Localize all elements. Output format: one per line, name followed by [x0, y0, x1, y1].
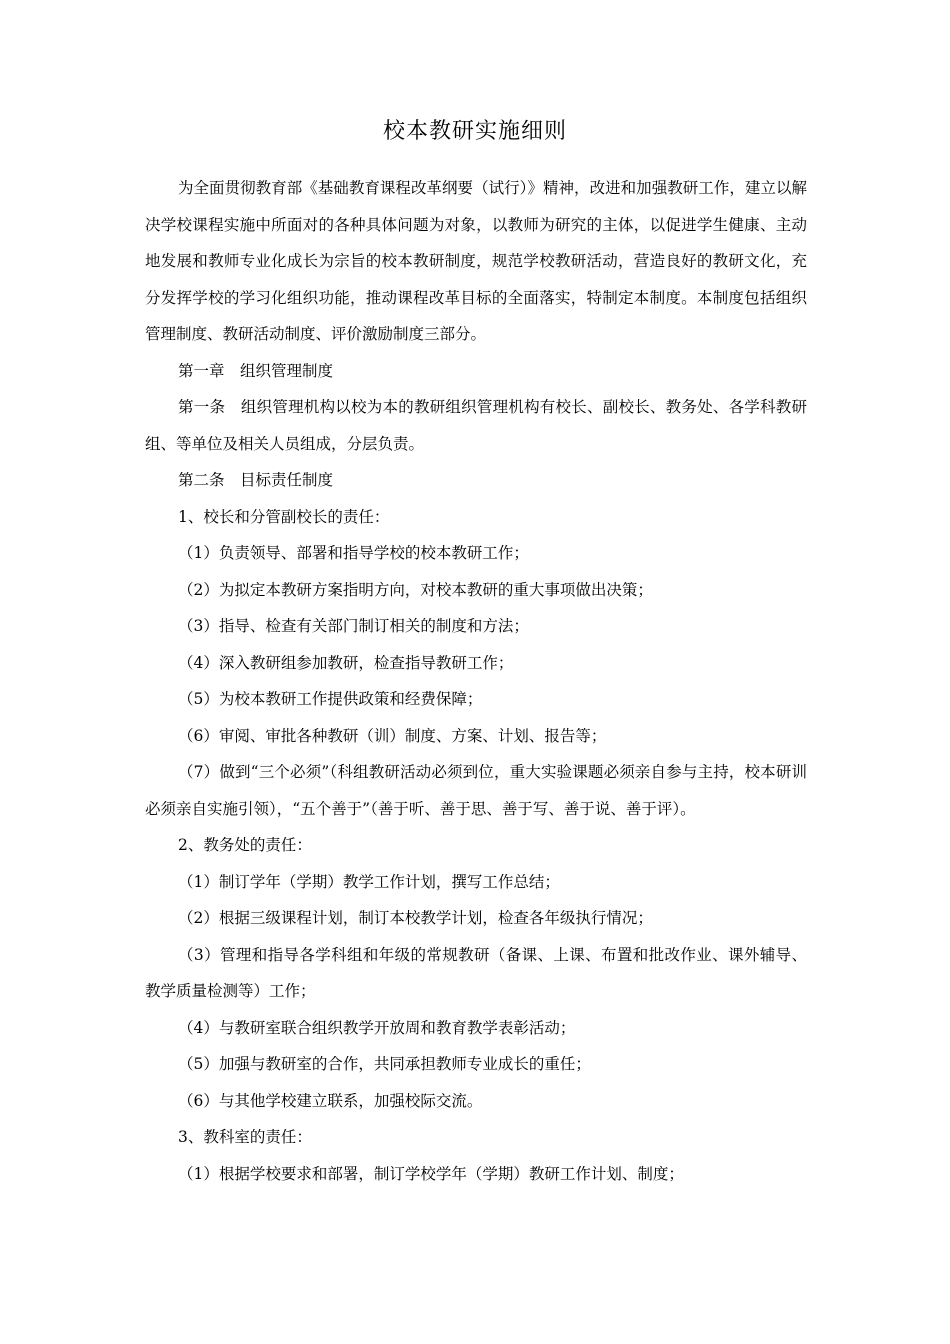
list-item: （4）与教研室联合组织教学开放周和教育教学表彰活动； [178, 1018, 576, 1037]
article-2-heading: 第二条 目标责任制度 [178, 471, 334, 489]
list-item: （4）深入教研组参加教研，检查指导教研工作； [178, 653, 514, 672]
list-item: （5）为校本教研工作提供政策和经费保障； [178, 690, 483, 708]
chapter-heading: 第一章 组织管理制度 [178, 361, 334, 380]
list-item: （3）指导、检查有关部门制订相关的制度和方法； [178, 617, 529, 635]
list-item: （3）管理和指导各学科组和年级的常规教研（备课、上课、布置和批改作业、课外辅导、教学质量检测等）工作； [145, 945, 807, 1000]
list-item: （6）与其他学校建立联系，加强校际交流。 [178, 1091, 483, 1110]
list-item: （7）做到“三个必须”（科组教研活动必须到位，重大实验课题必须亲自参与主持，校本研训必须亲自实施引领），“五个善于”（善于听、善于思、善于写、善于说、善于评）。 [145, 763, 807, 818]
section-research-office-heading: 3、教科室的责任： [178, 1128, 312, 1146]
list-item: （6）审阅、审批各种教研（训）制度、方案、计划、报告等； [178, 726, 607, 745]
list-item: （1）制订学年（学期）教学工作计划，撰写工作总结； [178, 872, 560, 891]
list-item: （2）为拟定本教研方案指明方向，对校本教研的重大事项做出决策； [178, 580, 653, 599]
article-1: 第一条 组织管理机构以校为本的教研组织管理机构有校长、副校长、教务处、各学科教研组、等单位及相关人员组成，分层负责。 [145, 398, 807, 453]
document-body [145, 170, 807, 1192]
list-item: （5）加强与教研室的合作，共同承担教师专业成长的重任； [178, 1055, 591, 1073]
section-academic-affairs-heading: 2、教务处的责任： [178, 836, 312, 854]
list-item: （2）根据三级课程计划，制订本校教学计划，检查各年级执行情况； [178, 909, 653, 927]
list-item: （1）负责领导、部署和指导学校的校本教研工作； [178, 544, 529, 562]
document-title: 校本教研实施细则 [382, 119, 567, 144]
section-principal-heading: 1、校长和分管副校长的责任： [178, 507, 390, 526]
list-item: （1）根据学校要求和部署，制订学校学年（学期）教研工作计划、制度； [178, 1164, 684, 1183]
paragraph-intro: 为全面贯彻教育部《基础教育课程改革纲要（试行）》精神，改进和加强教研工作，建立以解决学校课程实施中所面对的各种具体问题为对象，以教师为研究的主体，以促进学生健康、主动地发展和教师专业化成长为宗旨的校本教研制度，规范学校教研活动，营造良好的教研文化，充分发挥学校的学习化组织功能，推动课程改革目标的全面落实，特制定本制度。本制度包括组织管理制度、教研活动制度、评价激励制度三部分。 [145, 179, 807, 343]
